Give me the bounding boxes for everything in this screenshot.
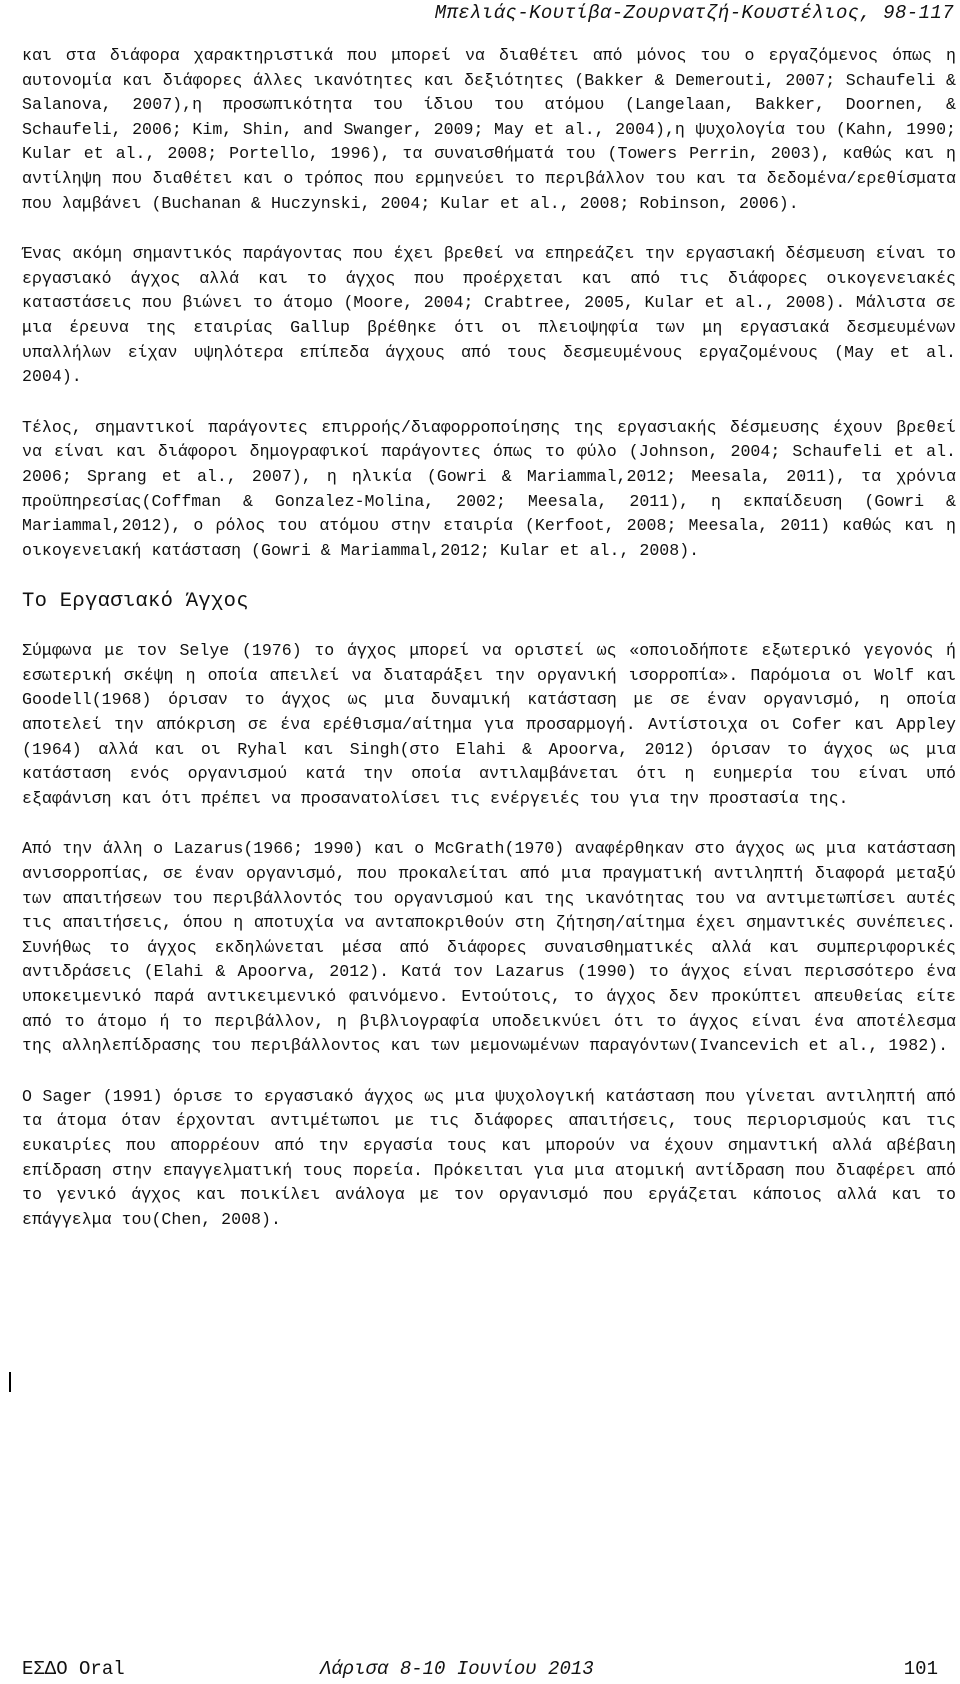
section-paragraph-2: Από την άλλη ο Lazarus(1966; 1990) και ο McGrath(1970) αναφέρθηκαν στο άγχος ως μια κατάσταση ανισορροπίας, σε έναν οργανισμό, που προκαλείται από μια πραγματική αντιληπτή διαφορά μεταξύ των απαιτήσεων του περιβάλλοντός του οργανισμού και της ικανότητας του να αντιμετωπίσει αυτές τις απαιτήσεις, όπου η αποτυχία να ανταποκριθούν στη ζήτηση/αίτημα έχει σημαντικές συνέπειες. Συνήθως το άγχος εκδηλώνεται μέσα από διάφορες συναισθηματικές αλλά και συμπεριφορικές αντιδράσεις (Elahi & Apoorva, 2012). Κατά τον Lazarus (1990) το άγχος είναι περισσότερο ένα υποκειμενικό παρά αντικειμενικό φαινόμενο. Εντούτοις, το άγχος δεν προκύπτει απευθείας είτε από το άτομο ή το περιβάλλον, η βιβλιογραφία υποδεικνύει ότι το άγχος είναι ένα αποτέλεσμα της αλληλεπίδρασης του περιβάλλοντος και των μεμονωμένων παραγόντων(Ivancevich et al., 1982). [22, 839, 956, 1056]
footer-conference: ΕΣΔΟ Oral [22, 1658, 125, 1680]
body-paragraph-3: Τέλος, σημαντικοί παράγοντες επιρροής/διαφορροποίησης της εργασιακής δέσμευσης έχουν βρεθεί να είναι και διάφοροι δημογραφικοί παράγοντες όπως το φύλο (Johnson, 2004; Schaufeli et al. 2006; Sprang et al., 2007), η ηλικία (Gowri & Mariammal,2012; Meesala, 2011), τα χρόνια προϋπηρεσίας(Coffman & Gonzalez-Molina, 2002; Meesala, 2011), η εκπαίδευση (Gowri & Mariammal,2012), ο ρόλος του ατόμου στην εταιρία (Kerfoot, 2008; Meesala, 2011) καθώς και η οικογενειακή κατάσταση (Gowri & Mariammal,2012; Kular et al., 2008). [22, 417, 956, 560]
footer-location-date: Λάρισα 8-10 Ιουνίου 2013 [320, 1658, 594, 1680]
section-paragraph-1: Σύμφωνα με τον Selye (1976) το άγχος μπορεί να οριστεί ως «οποιοδήποτε εξωτερικό γεγονός ή εσωτερική σκέψη η οποία απειλεί να διαταράξει την οργανική ισορροπία». Παρόμοια οι Wolf και Goodell(1968) όρισαν το άγχος ως μια δυναμική κατάσταση με σε έναν οργανισμό, η οποία αποτελεί την απόκριση σε ένα ερέθισμα/αίτημα για προσαρμογή. Αντίστοιχα οι Cofer και Appley (1964) αλλά και οι Ryhal και Singh(στο Elahi & Apoorva, 2012) όρισαν το άγχος ως μια κατάσταση ενός οργανισμού κατά την οποία αντιλαμβάνεται ότι η ευημερία του είναι υπό εξαφάνιση και ότι πρέπει να προσανατολίσει τις ενέργειές του για την προστασία της. [22, 641, 956, 808]
page-number: 101 [903, 1658, 938, 1680]
running-head: Μπελιάς-Κουτίβα-Ζουρνατζή-Κουστέλιος, 98-117 [434, 2, 954, 24]
text-cursor [9, 1372, 11, 1392]
body-paragraph-1: και στα διάφορα χαρακτηριστικά που μπορεί να διαθέτει από μόνος του ο εργαζόμενος όπως η αυτονομία και διάφορες άλλες ικανότητες και δεξιότητες (Bakker & Demerouti, 2007; Schaufeli & Salanova, 2007),η προσωπικότητα του ίδιου του ατόμου (Langelaan, Bakker, Doornen, & Schaufeli, 2006; Kim, Shin, and Swanger, 2009; May et al., 2004),η ψυχολογία του (Kahn, 1990; Kular et al., 2008; Portello, 1996), τα συναισθήματά του (Towers Perrin, 2003), καθώς και η αντίληψη που διαθέτει και ο τρόπος που ερμηνεύει το περιβάλλον του και τα δεδομένα/ερεθίσματα που λαμβάνει (Buchanan & Huczynski, 2004; Kular et al., 2008; Robinson, 2006). [22, 46, 956, 213]
section-paragraph-3: Ο Sager (1991) όρισε το εργασιακό άγχος ως μια ψυχολογική κατάσταση που γίνεται αντιληπτή από τα άτομα όταν έρχονται αντιμέτωποι με τις διάφορες απαιτήσεις, τους περιορισμούς και τις ευκαιρίες που απορρέουν από την εργασία τους και μπορούν να έχουν σημαντική αλλά αβέβαιη επίδραση στην επαγγελματική τους πορεία. Πρόκειται για μια ατομική αντίδραση που διαφέρει από το γενικό άγχος και ποικίλει ανάλογα με τον οργανισμό που εργάζεται κάποιος αλλά και το επάγγελμα του(Chen, 2008). [22, 1086, 956, 1229]
body-paragraph-2: Ένας ακόμη σημαντικός παράγοντας που έχει βρεθεί να επηρεάζει την εργασιακή δέσμευση είναι το εργασιακό άγχος αλλά και το άγχος που προέρχεται και από τις διάφορες οικογενειακές καταστάσεις που βιώνει το άτομο (Moore, 2004; Crabtree, 2005, Kular et al., 2008). Μάλιστα σε μια έρευνα της εταιρίας Gallup βρέθηκε ότι οι πλειοψηφία των μη εργασιακά δεσμευμένων υπαλλήλων είχαν υψηλότερα επίπεδα άγχους από τους δεσμευμένους εργαζομένους (May et al. 2004). [22, 244, 956, 387]
page-footer [22, 1658, 938, 1682]
section-heading: Το Εργασιακό Άγχος [22, 590, 249, 614]
page-body [22, 44, 956, 1258]
